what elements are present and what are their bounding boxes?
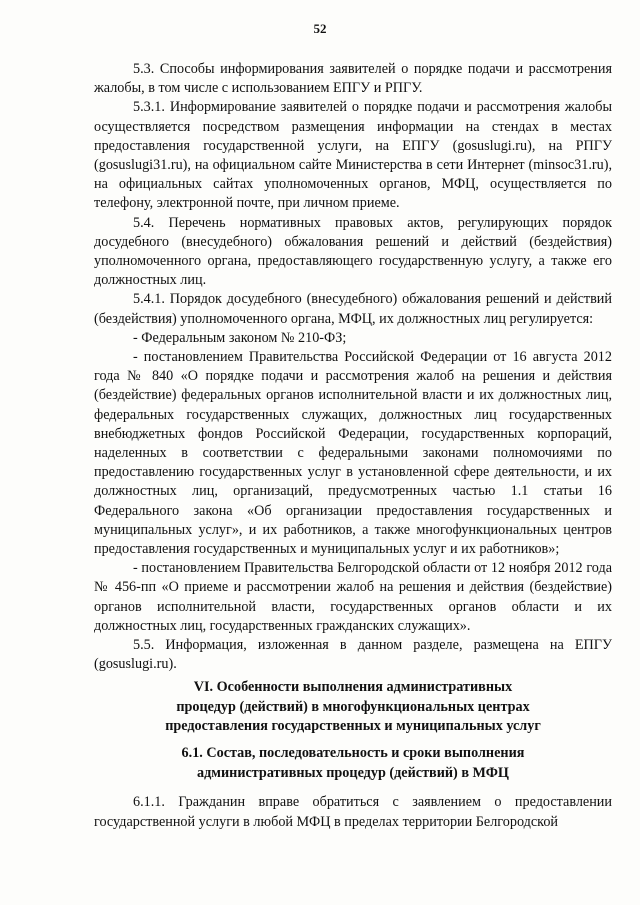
subsection-heading <box>94 744 612 783</box>
section-heading-line: предоставления государственных и муниципальных услуг <box>165 718 541 734</box>
section-heading-line: VI. Особенности выполнения административных <box>193 679 513 695</box>
list-item-belgorod-resolution: - постановлением Правительства Белгородской области от 12 ноября 2012 года № 456-пп «О приеме и рассмотрении жалоб на решения и действия (бездействие) органов исполнительной власти, государственных органов области и их должностных лиц, государственных гражданских служащих». <box>94 560 612 634</box>
paragraph-5-5: 5.5. Информация, изложенная в данном разделе, размещена на ЕПГУ (gosuslugi.ru). <box>94 637 612 673</box>
paragraph-5-4-1: 5.4.1. Порядок досудебного (внесудебного) обжалования решений и действий (бездействия) уполномоченного органа, МФЦ, их должностных лиц регулируется: <box>94 291 612 327</box>
section-heading <box>94 678 612 737</box>
paragraph-6-1-1: 6.1.1. Гражданин вправе обратиться с заявлением о предоставлении государственной услуги в любой МФЦ в пределах территории Белгородской <box>94 794 612 830</box>
page-number: 52 <box>313 21 327 36</box>
document-body <box>94 60 612 675</box>
list-item-federal-law: - Федеральным законом № 210-ФЗ; <box>133 329 347 346</box>
paragraph-5-3: 5.3. Способы информирования заявителей о порядке подачи и рассмотрения жалобы, в том числе с использованием ЕПГУ и РПГУ. <box>94 61 612 97</box>
list-item-rf-resolution: - постановлением Правительства Российской Федерации от 16 августа 2012 года № 840 «О порядке подачи и рассмотрения жалоб на решения и действия (бездействие) федеральных органов исполнительной власти и их должностных лиц, федеральных государственных служащих, должностных лиц государственных внебюджетных фондов Российской Федерации, государственных корпораций, наделенных в соответствии с федеральными законами полномочиями по предоставлению государственных услуг в установленной сфере деятельности, и их должностных лиц, организаций, предусмотренных частью 1.1 статьи 16 Федерального закона «Об организации предоставления государственных и муниципальных услуг», и их работников, а также многофункциональных центров предоставления государственных и муниципальных услуг и их работников»; <box>94 349 612 558</box>
paragraph-5-4: 5.4. Перечень нормативных правовых актов, регулирующих порядок досудебного (внесудебного) обжалования решений и действий (бездействия) уполномоченного органа, предоставляющего государственную услугу, а также его должностных лиц. <box>94 214 612 289</box>
paragraph-5-3-1: 5.3.1. Информирование заявителей о порядке подачи и рассмотрения жалобы осуществляется посредством размещения информации на стендах в местах предоставления государственной услуги, на ЕПГУ (gosuslugi.ru), на РПГУ (gosuslugi31.ru), на официальном сайте Министерства в сети Интернет (minsoc31.ru), на официальных сайтах уполномоченных органов, МФЦ, осуществляется по телефону, электронной почте, при личном приеме. <box>94 99 612 212</box>
section-heading-line: процедур (действий) в многофункциональных центрах <box>176 698 530 715</box>
subsection-heading-line: 6.1. Состав, последовательность и сроки выполнения <box>181 745 525 761</box>
subsection-heading-line: административных процедур (действий) в МФЦ <box>197 764 509 781</box>
